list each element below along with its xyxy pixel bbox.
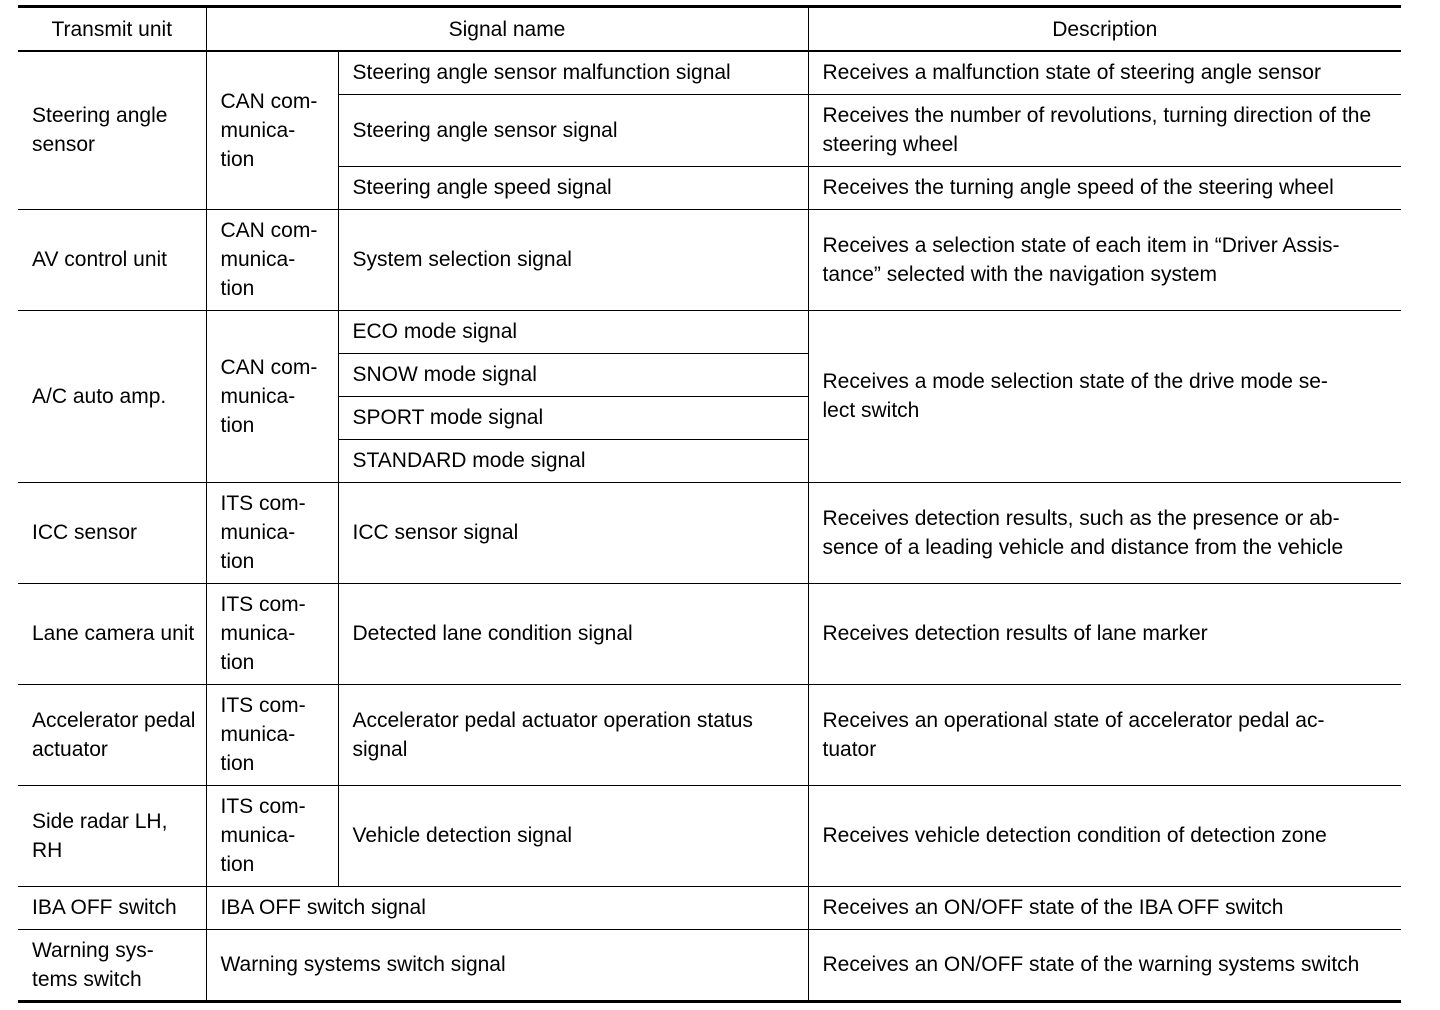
table-row: [18, 929, 1401, 1001]
signal-name-cell: Accelerator pedal actuator operation status signal: [338, 684, 808, 785]
signal-name-cell: SNOW mode signal: [338, 353, 808, 396]
transmit-unit-cell: IBA OFF switch: [18, 886, 206, 929]
transmit-unit-cell: ICC sensor: [18, 482, 206, 583]
transmit-unit-cell: Steering angle sensor: [18, 51, 206, 209]
description-cell: Receives the turning angle speed of the steering wheel: [808, 166, 1401, 209]
table-row: [18, 886, 1401, 929]
transmit-unit-cell: Side radar LH, RH: [18, 785, 206, 886]
communication-cell: CAN com- munica- tion: [206, 51, 338, 209]
signal-name-cell: ECO mode signal: [338, 310, 808, 353]
header-transmit-unit: Transmit unit: [18, 7, 206, 52]
signal-name-cell: Warning systems switch signal: [206, 929, 808, 1001]
description-cell: Receives the number of revolutions, turning direction of the steering wheel: [808, 94, 1401, 166]
table-row: [18, 310, 1401, 353]
table-row: [18, 785, 1401, 886]
description-cell: Receives an operational state of accelerator pedal ac- tuator: [808, 684, 1401, 785]
transmit-unit-cell: Warning sys- tems switch: [18, 929, 206, 1001]
transmit-unit-cell: AV control unit: [18, 209, 206, 310]
signal-name-cell: ICC sensor signal: [338, 482, 808, 583]
signal-name-cell: Steering angle speed signal: [338, 166, 808, 209]
description-cell: Receives an ON/OFF state of the warning systems switch: [808, 929, 1401, 1001]
table-row: [18, 209, 1401, 310]
communication-cell: CAN com- munica- tion: [206, 209, 338, 310]
table-row: [18, 51, 1401, 94]
signal-name-cell: Vehicle detection signal: [338, 785, 808, 886]
header-description: Description: [808, 7, 1401, 52]
signal-name-cell: SPORT mode signal: [338, 396, 808, 439]
description-cell: Receives a mode selection state of the drive mode se- lect switch: [808, 310, 1401, 482]
communication-cell: ITS com- munica- tion: [206, 684, 338, 785]
header-signal-name: Signal name: [206, 7, 808, 52]
signal-table: [18, 5, 1401, 1003]
description-cell: Receives detection results, such as the presence or ab- sence of a leading vehicle and distance from the vehicle: [808, 482, 1401, 583]
communication-cell: ITS com- munica- tion: [206, 583, 338, 684]
communication-cell: ITS com- munica- tion: [206, 785, 338, 886]
description-cell: Receives detection results of lane marker: [808, 583, 1401, 684]
signal-name-cell: STANDARD mode signal: [338, 439, 808, 482]
description-cell: Receives a selection state of each item in “Driver Assis- tance” selected with the navigation system: [808, 209, 1401, 310]
transmit-unit-cell: Lane camera unit: [18, 583, 206, 684]
table-row: [18, 684, 1401, 785]
table-row: [18, 482, 1401, 583]
description-cell: Receives an ON/OFF state of the IBA OFF switch: [808, 886, 1401, 929]
signal-name-cell: Steering angle sensor signal: [338, 94, 808, 166]
communication-cell: ITS com- munica- tion: [206, 482, 338, 583]
signal-name-cell: Steering angle sensor malfunction signal: [338, 51, 808, 94]
communication-cell: CAN com- munica- tion: [206, 310, 338, 482]
description-cell: Receives a malfunction state of steering angle sensor: [808, 51, 1401, 94]
signal-name-cell: System selection signal: [338, 209, 808, 310]
table-row: [18, 583, 1401, 684]
signal-name-cell: Detected lane condition signal: [338, 583, 808, 684]
description-cell: Receives vehicle detection condition of detection zone: [808, 785, 1401, 886]
signal-name-cell: IBA OFF switch signal: [206, 886, 808, 929]
transmit-unit-cell: Accelerator pedal actuator: [18, 684, 206, 785]
header-row: [18, 7, 1401, 52]
transmit-unit-cell: A/C auto amp.: [18, 310, 206, 482]
